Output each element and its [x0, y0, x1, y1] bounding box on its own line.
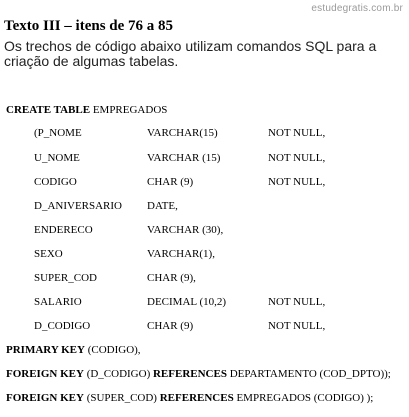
column-constraint: NOT NULL, — [268, 127, 326, 139]
column-name: SALARIO — [34, 296, 82, 308]
column-name: D_ANIVERSARIO — [34, 200, 122, 212]
column-constraint: NOT NULL, — [268, 320, 326, 332]
column-constraint: NOT NULL, — [268, 296, 326, 308]
column-name: ENDERECO — [34, 224, 93, 236]
column-name: U_NOME — [34, 152, 80, 164]
column-row — [0, 224, 409, 238]
column-row — [0, 320, 409, 334]
create-table-keyword: CREATE TABLE — [6, 104, 91, 116]
column-type: VARCHAR(1), — [147, 248, 215, 260]
foreign-key-line-2 — [6, 392, 373, 404]
table-name: EMPREGADOS — [90, 104, 168, 116]
column-type: CHAR (9) — [147, 320, 194, 332]
foreign-key-keyword: FOREIGN KEY — [6, 368, 84, 380]
column-row — [0, 152, 409, 166]
column-name: CODIGO — [34, 176, 77, 188]
column-type: VARCHAR(15) — [147, 127, 218, 139]
column-row — [0, 296, 409, 310]
references-keyword: REFERENCES — [152, 368, 227, 380]
column-row — [0, 127, 409, 141]
column-constraint: NOT NULL, — [268, 152, 326, 164]
primary-key-keyword: PRIMARY KEY — [6, 344, 85, 356]
primary-key-line — [6, 344, 141, 356]
column-row — [0, 200, 409, 214]
column-type: CHAR (9), — [147, 272, 196, 284]
column-name: D_CODIGO — [34, 320, 91, 332]
primary-key-columns: (CODIGO), — [84, 344, 141, 356]
column-name: SEXO — [34, 248, 63, 260]
column-name: SUPER_COD — [34, 272, 97, 284]
watermark: estudegratis.com.br — [311, 3, 403, 14]
foreign-key-column: (SUPER_COD) — [83, 392, 160, 404]
column-type: DECIMAL (10,2) — [147, 296, 227, 308]
column-type: CHAR (9) — [147, 176, 194, 188]
column-type: DATE, — [147, 200, 178, 212]
column-name: (P_NOME — [34, 127, 82, 139]
column-type: VARCHAR (30), — [147, 224, 224, 236]
references-target: DEPARTAMENTO (COD_DPTO)); — [226, 368, 391, 380]
foreign-key-keyword: FOREIGN KEY — [6, 392, 84, 404]
foreign-key-column: (D_CODIGO) — [83, 368, 153, 380]
column-type: VARCHAR (15) — [147, 152, 221, 164]
references-target: EMPREGADOS (CODIGO) ); — [233, 392, 374, 404]
foreign-key-line-1 — [6, 368, 391, 380]
create-table-line — [6, 104, 167, 116]
column-row — [0, 272, 409, 286]
column-row — [0, 248, 409, 262]
column-row — [0, 176, 409, 190]
intro-paragraph: Os trechos de código abaixo utilizam comandos SQL para a criação de algumas tabelas. — [4, 38, 377, 69]
references-keyword: REFERENCES — [159, 392, 234, 404]
section-heading: Texto III – itens de 76 a 85 — [4, 18, 174, 34]
column-constraint: NOT NULL, — [268, 176, 326, 188]
